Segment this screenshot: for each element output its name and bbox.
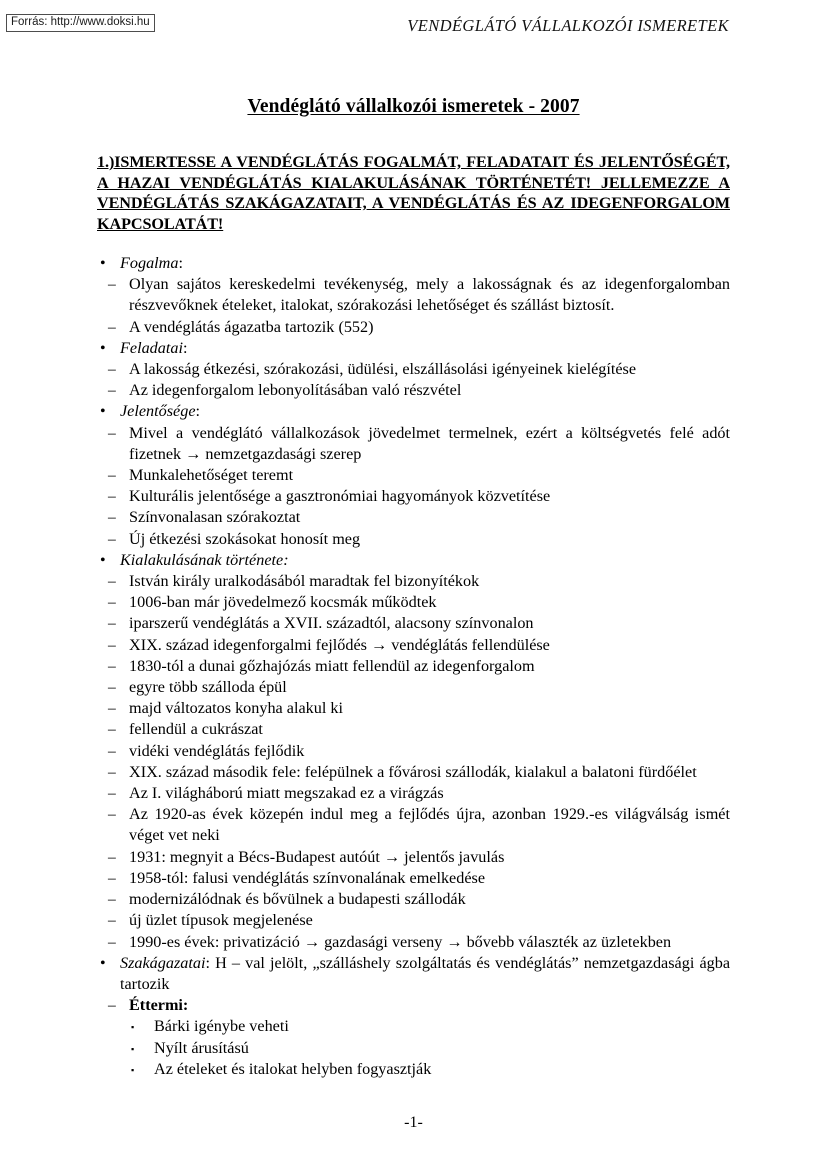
list-item-text: Az idegenforgalom lebonyolításában való részvétel [129,381,462,400]
dash-icon: – [108,997,116,1015]
label-suffix: : H – val jelölt, „szálláshely szolgáltatás és vendéglátás” nemzetgazdasági ágba tartozik [120,953,730,993]
outline-list [97,234,730,1080]
subitems-wrapper [97,571,730,953]
outline-item-kialakulas [97,550,730,953]
list-item [97,507,730,528]
list-item-text: Nyílt árusítású [154,1038,249,1057]
list-item [97,274,730,316]
list-item [97,635,730,656]
list-item [97,613,730,634]
dash-icon: – [108,806,116,824]
list-item [97,932,730,953]
list-item-text: 1931: megnyit a Bécs-Budapest autóút → jelentős javulás [129,847,505,866]
list-item [97,698,730,719]
list-item-text: Mivel a vendéglátó vállalkozások jövedelmet termelnek, ezért a költségvetés felé adót fizetnek → nemzetgazdasági szerep [129,423,730,463]
list-item-text: egyre több szálloda épül [129,678,287,697]
list-item-text: Új étkezési szokásokat honosít meg [129,529,361,548]
document-body [97,0,730,1080]
list-item-text: Kulturális jelentősége a gasztronómiai hagyományok közvetítése [129,487,551,506]
outline-item-fogalma [97,253,730,338]
page-title-text: Vendéglátó vállalkozói ismeretek - 2007 [247,96,580,117]
list-item-text: Az I. világháború miatt megszakad ez a virágzás [129,784,444,803]
list-item [97,571,730,592]
list-item-text: Az ételeket és italokat helyben fogyasztják [154,1059,432,1078]
list-item [97,889,730,910]
list-item [97,423,730,465]
outline-label-fogalma [120,253,730,274]
subitems-wrapper [97,423,730,550]
dash-icon: – [108,933,116,951]
list-item [97,804,730,846]
subitems-wrapper [97,274,730,338]
outline-label-kialakulas [120,550,730,571]
bullet-icon: • [100,403,106,421]
bullet-icon: • [100,255,106,272]
list-item-text: A vendéglátás ágazatba tartozik (552) [129,317,374,336]
sublist-szakagazatai [97,995,730,1080]
list-item [97,1038,730,1059]
label-suffix: : [195,402,200,421]
dash-icon: – [108,361,116,379]
outline-item-jelentosege [97,401,730,549]
list-item [97,656,730,677]
dash-icon: – [108,509,116,527]
label-emphasis: Jelentősége [120,402,196,421]
bullet-icon: • [100,954,106,972]
outline-label-szakagazatai [120,953,730,995]
label-suffix: : [178,254,183,272]
list-item-text: 1990-es évek: privatizáció → gazdasági verseny → bővebb választék az üzletekben [129,932,672,951]
list-item-text: fellendül a cukrászat [129,720,263,739]
list-item [97,529,730,550]
source-watermark: Forrás: http://www.doksi.hu [6,14,155,32]
subgroup-label: Éttermi: [129,996,189,1015]
list-item-text: 1958-tól: falusi vendéglátás színvonalának emelkedése [129,868,486,887]
list-item [97,868,730,889]
list-item-text: A lakosság étkezési, szórakozási, üdülési, elszállásolási igényeinek kielégítése [129,360,637,379]
sublist-ettermi [97,1016,730,1080]
list-item-text: majd változatos konyha alakul ki [129,699,343,718]
list-item [97,719,730,740]
dash-icon: – [108,615,116,633]
list-item [97,847,730,868]
label-emphasis: Feladatai [120,338,183,357]
question-heading: 1.)ISMERTESSE A VENDÉGLÁTÁS FOGALMÁT, FELADATAIT ÉS JELENTŐSÉGÉT, A HAZAI VENDÉGLÁTÁS KIALAKULÁSÁNAK TÖRTÉNETÉT! JELLEMEZZE A VENDÉGLÁTÁS SZAKÁGAZATAIT, A VENDÉGLÁTÁS ÉS AZ IDEGENFORGALOM KAPCSOLATÁT! [97,153,730,233]
list-item [97,741,730,762]
square-bullet-icon: ▪ [131,1043,135,1054]
list-item-text: 1006-ban már jövedelmező kocsmák működtek [129,593,437,612]
outline-label-jelentosege [120,401,730,422]
dash-icon: – [108,573,116,591]
dash-icon: – [108,530,116,548]
label-emphasis: Kialakulásának története: [120,550,289,569]
dash-icon: – [108,869,116,887]
dash-icon: – [108,763,116,781]
list-item-text: XIX. század idegenforgalmi fejlődés → vendéglátás fellendülése [129,635,550,654]
label-suffix: : [182,338,188,357]
list-item-text: modernizálódnak és bővülnek a budapesti szállodák [129,890,466,909]
subitems-wrapper [97,1016,730,1080]
list-item-text: iparszerű vendéglátás a XVII. századtól, alacsony színvonalon [129,614,534,633]
sublist-fogalma [97,274,730,338]
dash-icon: – [108,912,116,930]
dash-icon: – [108,467,116,485]
dash-icon: – [108,891,116,909]
dash-icon: – [108,679,116,697]
dash-icon: – [108,721,116,739]
sublist-kialakulas [97,571,730,953]
dash-icon: – [108,657,116,675]
square-bullet-icon: ▪ [131,1022,135,1033]
square-bullet-icon: ▪ [131,1064,135,1075]
list-item [97,1059,730,1080]
dash-icon: – [108,488,116,506]
list-item [97,1016,730,1037]
list-item [97,592,730,613]
list-item [97,359,730,380]
dash-icon: – [108,382,116,400]
dash-icon: – [108,848,116,866]
dash-icon: – [108,636,116,654]
dash-icon: – [108,318,116,336]
list-item-text: István király uralkodásából maradtak fel bizonyítékok [129,572,480,591]
list-item-text: 1830-tól a dunai gőzhajózás miatt fellendül az idegenforgalom [129,656,535,675]
list-item-text: új üzlet típusok megjelenése [129,911,313,930]
bullet-icon: • [100,551,106,569]
dash-icon: – [108,742,116,760]
list-item [97,762,730,783]
outline-label-feladatai [120,338,730,359]
dash-icon: – [108,785,116,803]
subitems-wrapper [97,359,730,401]
list-item-text: Bárki igénybe veheti [154,1017,289,1036]
page-title [97,0,730,118]
dash-icon: – [108,594,116,612]
list-item [97,380,730,401]
label-emphasis: Fogalma [120,254,179,272]
dash-icon: – [108,276,116,294]
outline-item-szakagazatai [97,953,730,1080]
subitems-wrapper [97,995,730,1080]
list-item-text: Az 1920-as évek közepén indul meg a fejlődés újra, azonban 1929.-es világválság ismét véget vet neki [129,805,730,845]
list-item-text: vidéki vendéglátás fejlődik [129,741,305,760]
list-item [97,465,730,486]
list-item [97,910,730,931]
list-item-text: XIX. század második fele: felépülnek a fővárosi szállodák, kialakul a balatoni fürdőélet [129,762,697,781]
list-item-text: Színvonalasan szórakoztat [129,508,301,527]
list-item [97,783,730,804]
page-number: -1- [404,1114,423,1131]
dash-icon: – [108,424,116,442]
outline-item-feladatai [97,338,730,402]
list-item [97,317,730,338]
list-item [97,486,730,507]
sublist-jelentosege [97,423,730,550]
page-footer [0,1114,827,1132]
sublist-feladatai [97,359,730,401]
list-item-text: Olyan sajátos kereskedelmi tevékenység, mely a lakosságnak és az idegenforgalomban részvevőknek ételeket, italokat, szórakozási lehetőséget és szállást biztosít. [129,275,730,315]
list-item-text: Munkalehetőséget teremt [129,466,294,485]
list-item-ettermi [97,995,730,1080]
label-emphasis: Szakágazatai [120,953,206,972]
bullet-icon: • [100,339,106,357]
list-item [97,677,730,698]
dash-icon: – [108,700,116,718]
running-header-title: VENDÉGLÁTÓ VÁLLALKOZÓI ISMERETEK [407,16,729,35]
